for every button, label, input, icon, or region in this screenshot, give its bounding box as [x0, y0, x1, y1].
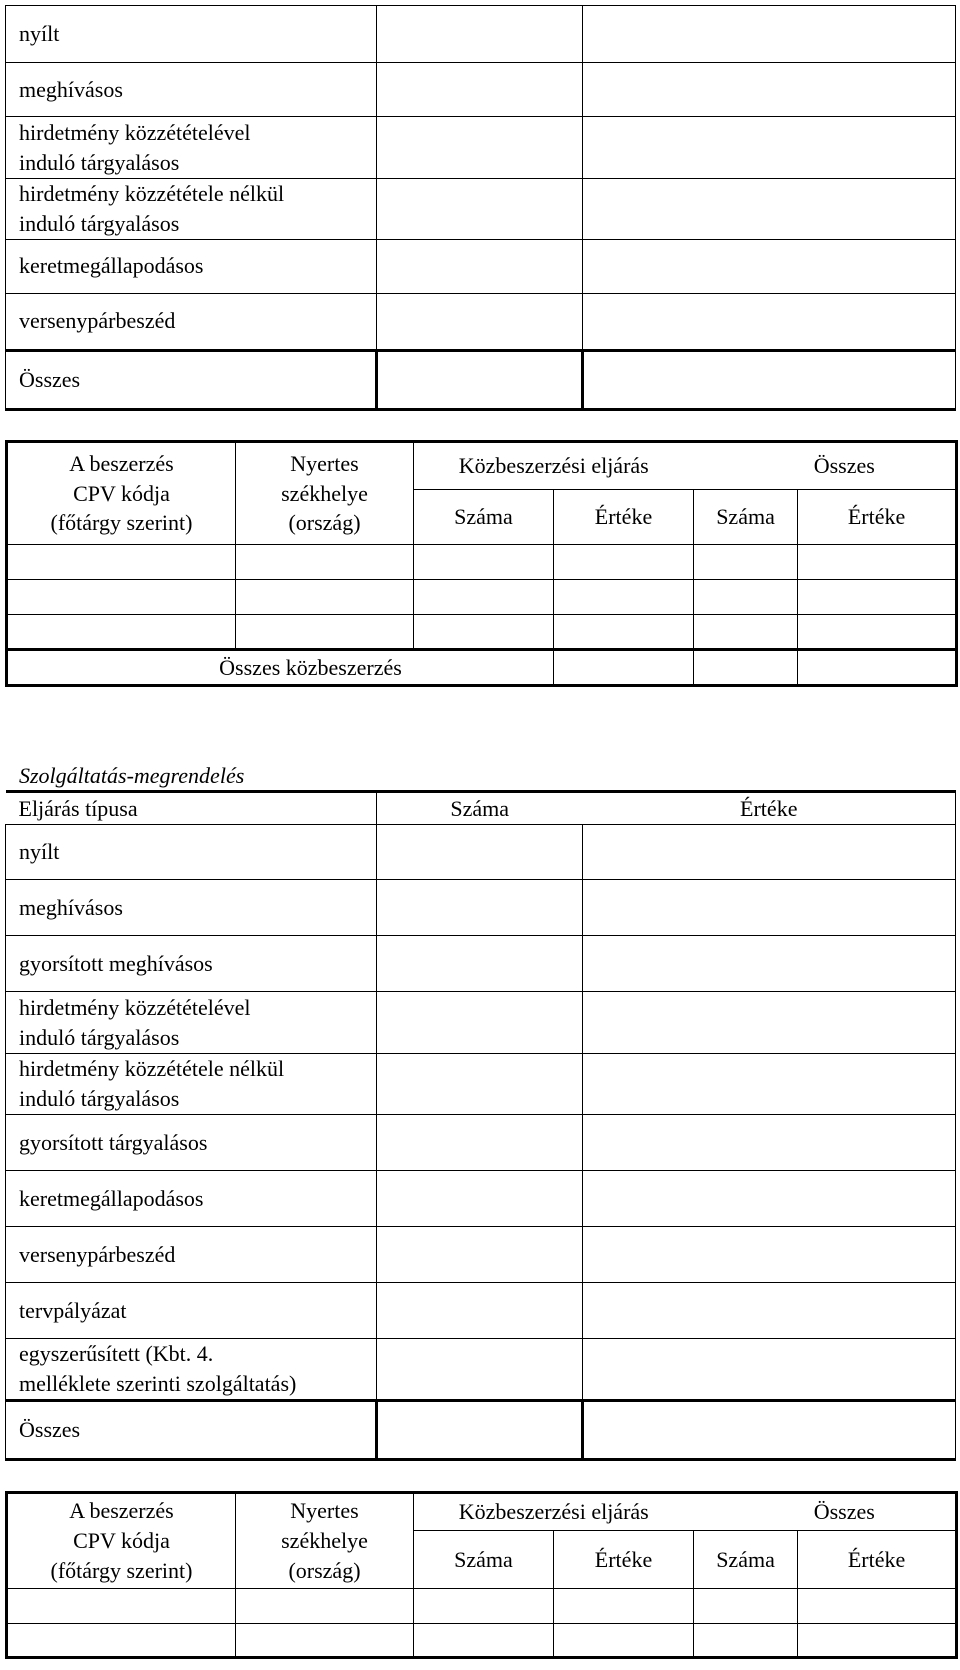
- total-label: Összes: [6, 350, 377, 409]
- table-row: [7, 545, 957, 580]
- table-row: [6, 1283, 956, 1339]
- table-row: [6, 63, 956, 117]
- table-row: [6, 179, 956, 240]
- procedure-group-header: Közbeszerzési eljárás: [414, 1493, 694, 1531]
- value-cell: [583, 1054, 956, 1115]
- table-row: [6, 1054, 956, 1115]
- table-row: [6, 1115, 956, 1171]
- procedure-type-label: gyorsított tárgyalásos: [6, 1115, 377, 1171]
- procedure-type-label: keretmegállapodásos: [6, 239, 377, 293]
- procedure-table-2: [5, 790, 956, 1461]
- total-value-cell: [583, 350, 956, 409]
- value-cell: [583, 117, 956, 179]
- count-header: Száma: [377, 792, 583, 825]
- procedure-count-header: Száma: [414, 490, 554, 545]
- count-cell: [377, 293, 583, 350]
- count-cell: [377, 1171, 583, 1227]
- count-cell: [377, 825, 583, 880]
- value-cell: [583, 1227, 956, 1283]
- count-cell: [377, 1227, 583, 1283]
- count-cell: [377, 1115, 583, 1171]
- total-row: [6, 1401, 956, 1460]
- value-cell: [583, 63, 956, 117]
- value-cell: [583, 880, 956, 936]
- table-row: [7, 580, 957, 615]
- procedure-type-label: keretmegállapodásos: [6, 1171, 377, 1227]
- procedure-value-header: Értéke: [554, 1531, 694, 1589]
- table-row: [7, 1589, 957, 1624]
- total-count-cell: [377, 1401, 583, 1460]
- count-cell: [377, 63, 583, 117]
- total-value-header: Értéke: [798, 1531, 957, 1589]
- procedure-type-label: hirdetmény közzététele nélkül induló tárgyalásos: [6, 1054, 377, 1115]
- procedure-type-label: versenypárbeszéd: [6, 293, 377, 350]
- procedure-type-label: nyílt: [6, 6, 377, 63]
- cpv-code-header: A beszerzés CPV kódja (főtárgy szerint): [7, 1493, 236, 1589]
- value-cell: [583, 293, 956, 350]
- procedure-type-label: meghívásos: [6, 880, 377, 936]
- winner-seat-header: Nyertes székhelye (ország): [236, 1493, 414, 1589]
- table-row: [6, 117, 956, 179]
- value-cell: [583, 992, 956, 1054]
- procedure-type-label: gyorsított meghívásos: [6, 936, 377, 992]
- count-cell: [377, 936, 583, 992]
- procedure-value-header: Értéke: [554, 490, 694, 545]
- count-cell: [377, 992, 583, 1054]
- table-row: [6, 293, 956, 350]
- value-cell: [583, 936, 956, 992]
- procedure-type-label: nyílt: [6, 825, 377, 880]
- procedure-type-label: hirdetmény közzététele nélkül induló tárgyalásos: [6, 179, 377, 240]
- count-cell: [377, 239, 583, 293]
- winner-seat-header: Nyertes székhelye (ország): [236, 442, 414, 545]
- table-row: [6, 1339, 956, 1401]
- value-cell: [583, 1171, 956, 1227]
- table-row: [6, 1227, 956, 1283]
- total-group-header: Összes: [694, 442, 957, 490]
- value-cell: [583, 6, 956, 63]
- procedure-count-header: Száma: [414, 1531, 554, 1589]
- procedure-type-label: hirdetmény közzétételével induló tárgyalásos: [6, 117, 377, 179]
- total-group-header: Összes: [694, 1493, 957, 1531]
- procedure-type-label: egyszerűsített (Kbt. 4. melléklete szerinti szolgáltatás): [6, 1339, 377, 1401]
- value-cell: [583, 179, 956, 240]
- count-cell: [377, 1283, 583, 1339]
- procedure-group-header: Közbeszerzési eljárás: [414, 442, 694, 490]
- count-cell: [377, 117, 583, 179]
- procedure-type-label: versenypárbeszéd: [6, 1227, 377, 1283]
- value-cell: [583, 1115, 956, 1171]
- total-value-cell: [583, 1401, 956, 1460]
- cpv-code-header: A beszerzés CPV kódja (főtárgy szerint): [7, 442, 236, 545]
- total-row: [6, 350, 956, 409]
- count-cell: [377, 1339, 583, 1401]
- count-cell: [377, 1054, 583, 1115]
- total-count-header: Száma: [694, 1531, 798, 1589]
- table-row: [6, 6, 956, 63]
- table-row: [6, 825, 956, 880]
- table-row: [7, 615, 957, 650]
- procedure-type-header: Eljárás típusa: [6, 792, 377, 825]
- value-cell: [583, 1339, 956, 1401]
- value-cell: [583, 1283, 956, 1339]
- table-row: [6, 880, 956, 936]
- table-row: [6, 936, 956, 992]
- total-value-header: Értéke: [798, 490, 957, 545]
- table-row: [6, 239, 956, 293]
- table-row: [6, 992, 956, 1054]
- procedure-type-label: meghívásos: [6, 63, 377, 117]
- cpv-table-2: [5, 1491, 958, 1659]
- table-row: [7, 1624, 957, 1658]
- procedure-table-1: [5, 5, 956, 411]
- value-cell: [583, 825, 956, 880]
- value-cell: [583, 239, 956, 293]
- count-cell: [377, 880, 583, 936]
- section-title: Szolgáltatás-megrendelés: [19, 763, 245, 788]
- cpv-table-1: [5, 440, 958, 687]
- count-cell: [377, 179, 583, 240]
- total-count-cell: [377, 350, 583, 409]
- table-row: [6, 1171, 956, 1227]
- procedure-type-label: hirdetmény közzétételével induló tárgyalásos: [6, 992, 377, 1054]
- procedure-type-label: tervpályázat: [6, 1283, 377, 1339]
- total-procurement-label: Összes közbeszerzés: [7, 650, 554, 686]
- total-count-header: Száma: [694, 490, 798, 545]
- count-cell: [377, 6, 583, 63]
- value-header: Értéke: [583, 792, 956, 825]
- total-label: Összes: [6, 1401, 377, 1460]
